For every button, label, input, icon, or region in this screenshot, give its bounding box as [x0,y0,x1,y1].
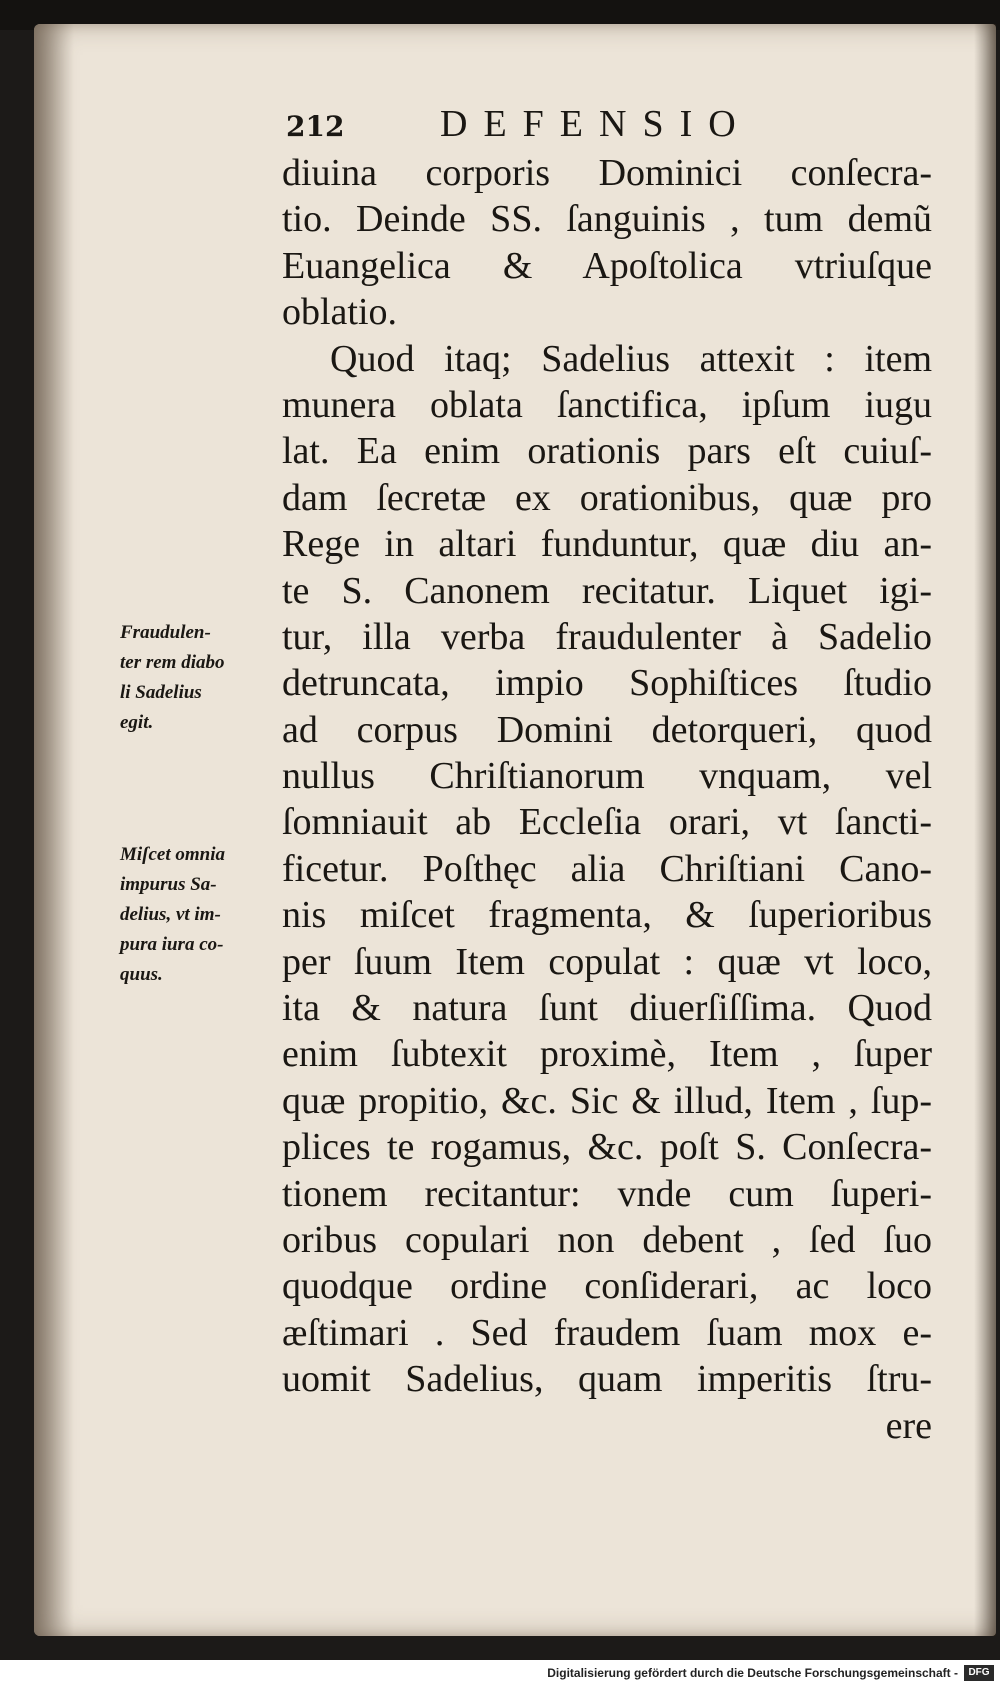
gutter-shadow [34,24,74,1636]
text-line: Euangelica & Apoſtolica vtriuſque [282,244,932,287]
page-header [250,102,950,152]
text-line: Rege in altari funduntur, quæ diu an- [282,523,932,566]
text-line: tionem recitantur: vnde cum ſuperi- [282,1172,932,1215]
text-line: diuina corporis Dominici conſecra- [282,152,932,194]
marginal-note-line: Miſcet omnia [120,844,226,865]
text-line: lat. Ea enim orationis pars eſt cuiuſ- [282,430,932,473]
text-line: nullus Chriſtianorum vnquam, vel [282,755,932,798]
running-head: DEFENSIO [440,103,752,145]
marginal-note-line: impurus Sa- [120,874,217,895]
text-line: enim ſubtexit proximè, Item , ſuper [282,1033,932,1076]
marginal-note-line: ter rem diabo [120,652,225,673]
text-line: ita & natura ſunt diuerſiſſima. Quod [282,987,932,1030]
page-edge-shadow [974,24,996,1636]
text-line: Quod itaq; Sadelius attexit : item [330,337,932,380]
text-line: æſtimari . Sed fraudem ſuam mox e- [282,1311,932,1354]
text-line: uomit Sadelius, quam imperitis ſtru- [282,1358,932,1401]
text-line: ficetur. Poſthęc alia Chriſtiani Cano- [282,847,932,890]
marginal-note-line: egit. [120,712,154,733]
text-line: plices te rogamus, &c. poſt S. Conſecra- [282,1126,932,1169]
marginal-note-line: li Sadelius [120,682,202,703]
text-line: quodque ordine conſiderari, ac loco [282,1265,932,1308]
marginal-note-mixing [120,840,282,990]
marginal-note-line: pura iura co- [120,934,224,955]
catchword: ere [885,1404,932,1447]
text-line: per ſuum Item copulat : quæ vt loco, [282,940,932,983]
text-line: oblatio. [282,291,398,334]
text-line: tio. Deinde SS. ſanguinis , tum demũ [282,198,932,241]
text-line: munera oblata ſanctifica, ipſum iugu [282,383,932,426]
text-line: dam ſecretæ ex orationibus, quæ pro [282,476,932,519]
text-line: ſomniauit ab Eccleſia orari, vt ſancti- [282,801,932,844]
text-line: nis miſcet fragmenta, & ſuperioribus [282,894,932,937]
text-line: detruncata, impio Sophiſtices ſtudio [282,662,932,705]
dfg-logo-icon: DFG [964,1665,994,1681]
page-number: 212 [286,110,345,143]
text-line: ad corpus Domini detorqueri, quod [282,708,932,751]
marginal-note-line: Fraudulen- [120,622,211,643]
text-line: tur, illa verba fraudulenter à Sadelio [282,615,932,658]
text-line: te S. Canonem recitatur. Liquet igi- [282,569,932,612]
main-text-block [282,150,932,1449]
text-line: oribus copulari non debent , ſed ſuo [282,1218,932,1261]
marginal-note-fraud [120,618,282,738]
marginal-note-line: delius, vt im- [120,904,221,925]
marginal-note-line: quus. [120,964,163,985]
digitization-footer [0,1660,1000,1689]
funding-credit: Digitalisierung gefördert durch die Deutsche Forschungsgemeinschaft - [547,1666,958,1680]
text-line: quæ propitio, &c. Sic & illud, Item , ſup- [282,1079,932,1122]
